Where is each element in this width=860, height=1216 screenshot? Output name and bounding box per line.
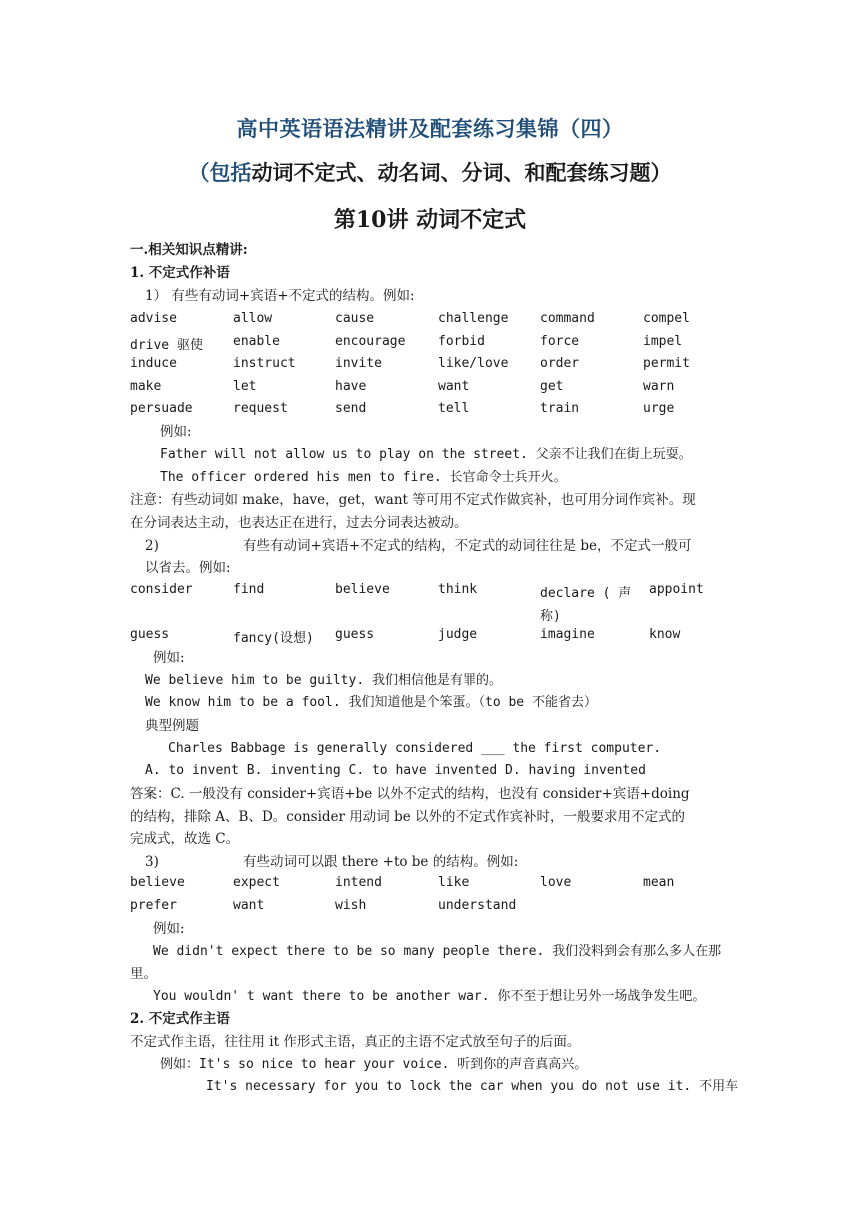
example-label: 例如: bbox=[160, 424, 192, 440]
example-sentence: We didn't expect there to be so many people there. 我们没料到会有那么多人在那 bbox=[153, 944, 722, 959]
verb-cell: fancy(设想) bbox=[233, 631, 314, 646]
question-text: Charles Babbage is generally considered ___ the first computer. bbox=[168, 741, 662, 756]
verb-cell: compel bbox=[643, 311, 690, 326]
verb-cell: prefer bbox=[130, 897, 177, 913]
example-sentence: It's necessary for you to lock the car when you do not use it. 不用车 bbox=[206, 1079, 739, 1094]
verb-table-1 bbox=[130, 311, 750, 424]
point-2-text: 有些有动词+宾语+不定式的结构，不定式的动词往往是 be，不定式一般可 bbox=[243, 538, 692, 554]
verb-cell: understand bbox=[438, 897, 517, 913]
verb-cell: urge bbox=[643, 401, 675, 416]
verb-cell: mean bbox=[643, 875, 675, 890]
verb-cell: instruct bbox=[233, 356, 296, 371]
verb-row bbox=[130, 356, 750, 379]
verb-cell: believe bbox=[335, 582, 390, 597]
verb-cell: consider bbox=[130, 582, 193, 597]
verb-cell: forbid bbox=[438, 333, 485, 349]
verb-cell: challenge bbox=[438, 311, 509, 326]
point-3-text: 有些动词可以跟 there +to be 的结构。例如: bbox=[243, 854, 519, 870]
verb-cell: 称) bbox=[540, 608, 561, 624]
point-2-number: 2) bbox=[145, 538, 159, 554]
verb-cell: send bbox=[335, 401, 367, 416]
example-sentence: Father will not allow us to play on the street. 父亲不让我们在街上玩耍。 bbox=[160, 447, 692, 462]
example-sentence: We know him to be a fool. 我们知道他是个笨蛋。（to be 不能省去） bbox=[145, 695, 597, 710]
note-text: 在分词表达主动，也表达正在进行，过去分词表达被动。 bbox=[130, 515, 468, 531]
verb-cell: intend bbox=[335, 875, 382, 890]
typical-example-heading: 典型例题 bbox=[145, 718, 199, 734]
verb-cell: impel bbox=[643, 333, 683, 349]
verb-cell: drive 驱使 bbox=[130, 337, 203, 353]
subtitle-rest: 动词不定式、动名词、分词、和配套练习题） bbox=[251, 160, 672, 185]
verb-cell: encourage bbox=[335, 333, 406, 349]
verb-cell: order bbox=[540, 356, 580, 371]
verb-table-2 bbox=[130, 582, 750, 650]
verb-cell: want bbox=[438, 378, 470, 394]
verb-cell: induce bbox=[130, 356, 177, 371]
section-heading: 一.相关知识点精讲: bbox=[130, 242, 248, 258]
verb-cell: command bbox=[540, 311, 595, 326]
verb-row bbox=[130, 311, 750, 334]
example-sentence: 里。 bbox=[130, 966, 157, 982]
verb-cell: have bbox=[335, 378, 367, 394]
verb-cell: judge bbox=[438, 627, 478, 642]
verb-cell: invite bbox=[335, 356, 382, 371]
question-options: A. to invent B. inventing C. to have invented D. having invented bbox=[145, 763, 646, 778]
verb-cell: train bbox=[540, 401, 580, 416]
example-sentence: We believe him to be guilty. 我们相信他是有罪的。 bbox=[145, 673, 502, 688]
verb-cell: allow bbox=[233, 311, 273, 326]
example-sentence: The officer ordered his men to fire. 长官命令士兵开火。 bbox=[160, 470, 567, 485]
answer-text: 完成式，故选 C。 bbox=[130, 831, 240, 847]
verb-cell: wish bbox=[335, 897, 367, 913]
note-text: 注意：有些动词如 make，have，get，want 等可用不定式作做宾补，也可用分词作宾补。现 bbox=[130, 492, 696, 508]
answer-text: 答案：C. 一般没有 consider+宾语+be 以外不定式的结构，也没有 consider+宾语+doing bbox=[130, 786, 690, 802]
example-sentence: 例如：It's so nice to hear your voice. 听到你的声音真高兴。 bbox=[160, 1057, 588, 1072]
subtitle-prefix: （包括 bbox=[188, 160, 252, 185]
verb-cell: request bbox=[233, 401, 288, 416]
verb-cell: believe bbox=[130, 875, 185, 890]
verb-cell: find bbox=[233, 582, 265, 597]
verb-cell: like bbox=[438, 875, 470, 890]
verb-cell: like/love bbox=[438, 356, 509, 371]
verb-cell: make bbox=[130, 378, 162, 394]
document-title: 高中英语语法精讲及配套练习集锦（四） bbox=[236, 116, 624, 141]
verb-cell: know bbox=[649, 627, 681, 642]
subsection-heading-2: 2. 不定式作主语 bbox=[130, 1011, 230, 1027]
verb-row bbox=[130, 401, 750, 424]
verb-row bbox=[130, 875, 750, 898]
verb-cell: cause bbox=[335, 311, 375, 326]
verb-cell: tell bbox=[438, 401, 470, 416]
verb-cell: imagine bbox=[540, 627, 595, 642]
verb-table-3 bbox=[130, 875, 750, 920]
paragraph-text: 不定式作主语，往往用 it 作形式主语，真正的主语不定式放至句子的后面。 bbox=[130, 1034, 581, 1050]
verb-cell: think bbox=[438, 582, 478, 597]
verb-cell: love bbox=[540, 875, 572, 890]
verb-cell: expect bbox=[233, 875, 280, 890]
verb-cell: enable bbox=[233, 333, 280, 349]
verb-cell: persuade bbox=[130, 401, 193, 416]
verb-cell: want bbox=[233, 897, 265, 913]
verb-cell: permit bbox=[643, 356, 690, 371]
verb-row bbox=[130, 334, 750, 357]
verb-cell: guess bbox=[130, 627, 170, 642]
verb-row bbox=[130, 898, 750, 921]
verb-row bbox=[130, 379, 750, 402]
example-label: 例如: bbox=[153, 921, 185, 937]
verb-cell: appoint bbox=[649, 582, 704, 597]
point-3-number: 3) bbox=[145, 854, 159, 870]
verb-cell: get bbox=[540, 378, 564, 394]
point-1-intro: 1） 有些有动词+宾语+不定式的结构。例如: bbox=[145, 288, 415, 304]
answer-text: 的结构，排除 A、B、D。consider 用动词 be 以外的不定式作宾补时，一般要求用不定式的 bbox=[130, 809, 686, 825]
verb-cell: warn bbox=[643, 378, 675, 394]
verb-cell: declare ( 声 bbox=[540, 586, 632, 601]
example-label: 例如: bbox=[153, 650, 185, 666]
example-sentence: You wouldn' t want there to be another war. 你不至于想让另外一场战争发生吧。 bbox=[153, 989, 706, 1004]
verb-cell: advise bbox=[130, 311, 177, 326]
document-subtitle bbox=[0, 157, 860, 187]
lecture-heading: 第10讲 动词不定式 bbox=[333, 207, 527, 233]
verb-cell: force bbox=[540, 333, 580, 349]
verb-cell: guess bbox=[335, 627, 375, 642]
point-2-text: 以省去。例如: bbox=[145, 560, 231, 576]
subsection-heading-1: 1. 不定式作补语 bbox=[130, 265, 230, 281]
verb-cell: let bbox=[233, 378, 257, 394]
